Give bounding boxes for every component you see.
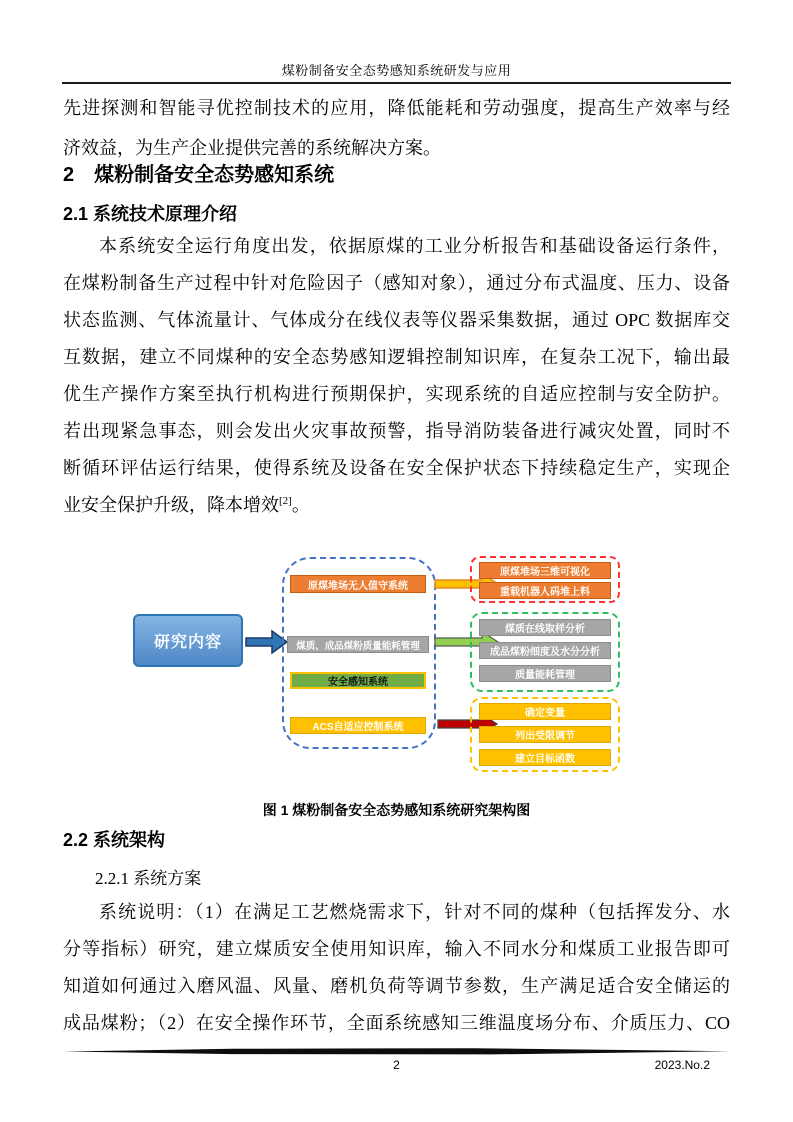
paragraph-line: 断循环评估运行结果，使得系统及设备在安全保护状态下持续稳定生产，实现企 [63, 458, 730, 478]
body-paragraph-1 [63, 228, 730, 524]
diagram-node-robot-stacking: 重载机器人码堆上料 [479, 582, 611, 599]
paragraph-text: 。 [291, 495, 310, 515]
paragraph-line: 若出现紧急事态，则会发出火灾事故预警，指导消防装备进行减灾处置，同时不 [63, 421, 730, 441]
section-heading-2-2: 2.2 系统架构 [63, 830, 166, 850]
paragraph-line: 在煤粉制备生产过程中针对危险因子（感知对象），通过分布式温度、压力、设备 [63, 273, 730, 293]
diagram-node-unmanned-yard: 原煤堆场无人值守系统 [290, 575, 426, 593]
diagram-node-quality-management: 质量能耗管理 [479, 665, 611, 682]
diagram-node-quality-energy: 煤质、成品煤粉质量能耗管理 [287, 636, 429, 653]
paragraph-line: 成品煤粉；（2）在安全操作环节，全面系统感知三维温度场分布、介质压力、CO [63, 1013, 730, 1033]
issue-label: 2023.No.2 [654, 1058, 710, 1072]
section-heading-2: 2 煤粉制备安全态势感知系统 [63, 164, 335, 186]
page-number: 2 [393, 1058, 400, 1072]
diagram-root-node: 研究内容 [133, 614, 243, 667]
section-heading-2-1: 2.1 系统技术原理介绍 [63, 204, 238, 224]
paragraph-line: 状态监测、气体流量计、气体成分在线仪表等仪器采集数据，通过 OPC 数据库交 [63, 310, 730, 330]
paragraph-line [63, 487, 730, 524]
intro-line: 济效益，为生产企业提供完善的系统解决方案。 [63, 138, 441, 158]
diagram-node-acs-control: ACS自适应控制系统 [290, 717, 426, 734]
citation-ref: [2] [279, 495, 292, 507]
diagram-node-objective-function: 建立目标函数 [479, 749, 611, 766]
page-content [63, 88, 730, 1042]
paragraph-line: 互数据，建立不同煤种的安全态势感知逻辑控制知识库，在复杂工况下，输出最 [63, 347, 730, 367]
diagram-group-acs-outputs [470, 697, 620, 772]
footer-divider [63, 1048, 730, 1055]
diagram-node-3d-visualization: 原煤堆场三维可视化 [479, 562, 611, 579]
paragraph-line: 本系统安全运行角度出发，依据原煤的工业分析报告和基础设备运行条件， [99, 236, 730, 256]
header-divider [62, 82, 731, 84]
diagram-node-define-variables: 确定变量 [479, 703, 611, 720]
diagram-node-constraints: 列出受限调节 [479, 726, 611, 743]
paragraph-line: 优生产操作方案至执行机构进行预期保护，实现系统的自适应控制与安全防护。 [63, 384, 730, 404]
diagram-group-yard-outputs [470, 556, 620, 603]
running-header-title: 煤粉制备安全态势感知系统研发与应用 [281, 63, 512, 78]
diagram-node-fineness-moisture: 成品煤粉细度及水分分析 [479, 642, 611, 659]
diagram-node-online-sampling: 煤质在线取样分析 [479, 619, 611, 636]
paragraph-line: 分等指标）研究，建立煤质安全使用知识库，输入不同水分和煤质工业报告即可 [63, 939, 730, 959]
figure-1-caption: 图 1 煤粉制备安全态势感知系统研究架构图 [262, 802, 531, 818]
paragraph-line: 系统说明：（1）在满足工艺燃烧需求下，针对不同的煤种（包括挥发分、水 [99, 902, 730, 922]
paragraph-text: 业安全保护升级，降本增效 [63, 495, 279, 515]
diagram-node-safety-perception: 安全感知系统 [290, 672, 426, 689]
body-paragraph-2 [63, 894, 730, 1042]
intro-paragraph [63, 88, 730, 168]
figure-1-diagram [63, 552, 730, 778]
intro-line: 先进探测和智能寻优控制技术的应用，降低能耗和劳动强度，提高生产效率与经 [63, 98, 730, 118]
section-heading-2-2-1: 2.2.1 系统方案 [95, 869, 202, 888]
paragraph-line: 知道如何通过入磨风温、风量、磨机负荷等调节参数，生产满足适合安全储运的 [63, 976, 730, 996]
diagram-group-quality-outputs [470, 612, 620, 692]
